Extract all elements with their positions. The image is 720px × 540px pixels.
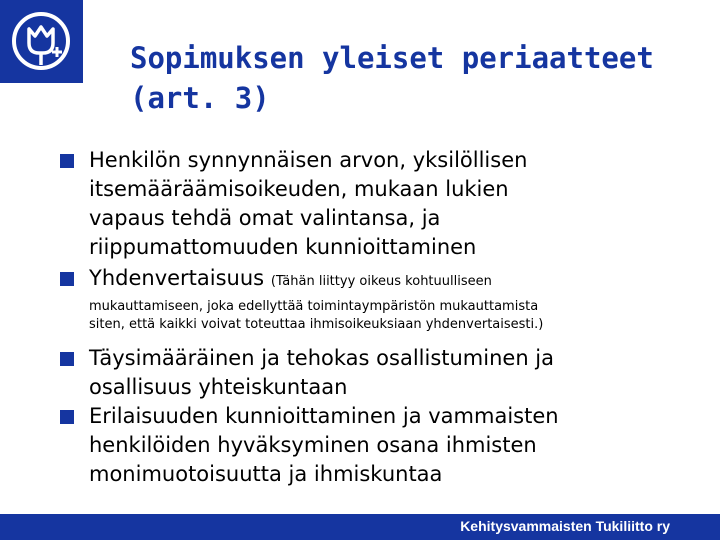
footer-organization: Kehitysvammaisten Tukiliitto ry xyxy=(460,518,670,534)
square-bullet-icon xyxy=(60,410,74,424)
bullet-note-line: siten, että kaikki voivat toteuttaa ihmisoikeuksiaan yhdenvertaisesti.) xyxy=(89,317,544,332)
bullet-line: Erilaisuuden kunnioittaminen ja vammaisten xyxy=(89,404,559,428)
bullet-line: Henkilön synnynnäisen arvon, yksilöllisen xyxy=(89,148,528,172)
slide-title-line: (art. 3) xyxy=(130,81,270,115)
bullet-main-text: Yhdenvertaisuus xyxy=(89,266,265,290)
square-bullet-icon xyxy=(60,154,74,168)
bullet-note: (Tähän liittyy oikeus kohtuulliseen xyxy=(270,274,492,289)
bullet-item xyxy=(60,146,700,262)
bullet-line: henkilöiden hyväksyminen osana ihmisten xyxy=(89,433,537,457)
bullet-note-line: mukauttamiseen, joka edellyttää toimintaympäristön mukauttamista xyxy=(89,299,539,314)
slide-title xyxy=(130,38,710,118)
bullet-item xyxy=(60,402,700,489)
bullet-line: riippumattomuuden kunnioittaminen xyxy=(89,235,477,259)
bullet-line: vapaus tehdä omat valintansa, ja xyxy=(89,206,441,230)
tulip-plus-logo-icon xyxy=(9,9,73,73)
bullet-line: itsemääräämisoikeuden, mukaan lukien xyxy=(89,177,509,201)
logo xyxy=(0,0,83,83)
bullet-line: monimuotoisuutta ja ihmiskuntaa xyxy=(89,462,443,486)
footer-bar xyxy=(0,514,720,540)
bullet-line: osallisuus yhteiskuntaan xyxy=(89,375,348,399)
bullet-list xyxy=(60,146,700,489)
slide-title-line: Sopimuksen yleiset periaatteet xyxy=(130,41,654,75)
bullet-item xyxy=(60,264,700,334)
square-bullet-icon xyxy=(60,352,74,366)
bullet-line: Täysimääräinen ja tehokas osallistuminen ja xyxy=(89,346,555,370)
square-bullet-icon xyxy=(60,272,74,286)
bullet-item xyxy=(60,344,700,402)
